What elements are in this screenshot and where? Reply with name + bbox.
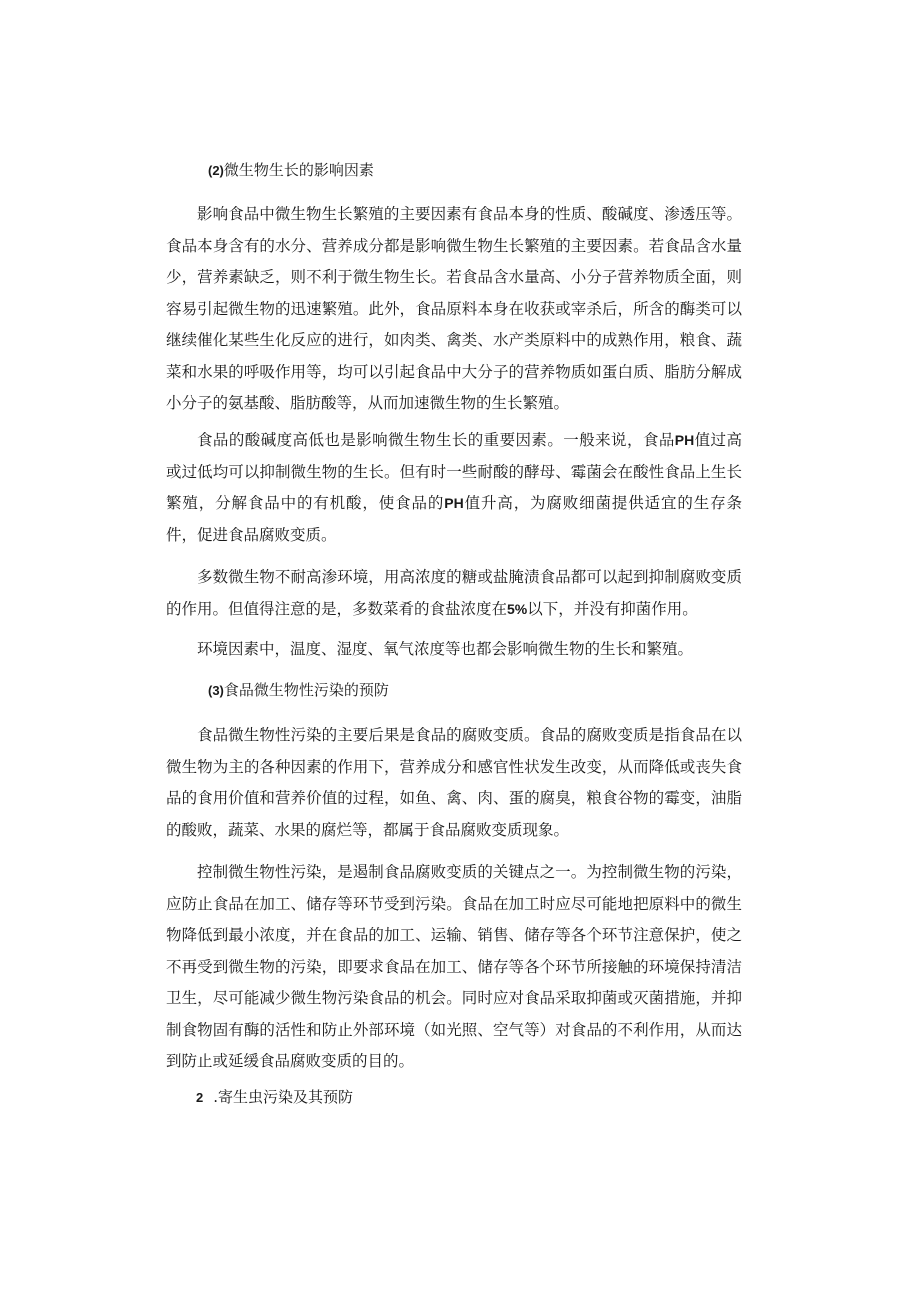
section-heading-2	[208, 160, 374, 181]
paragraph-spoilage	[166, 720, 742, 846]
paragraph-control	[166, 857, 742, 1078]
paragraph-text: 值过高或过低均可以抑制微生物的生长。但有时一些耐酸的酵母、霉菌会在酸性食品上生长繁殖，分解食品中的有机酸，使食品的	[166, 431, 742, 512]
paragraph-text: 多数微生物不耐高渗环境，用高浓度的糖或盐腌渍食品都可以起到抑制腐败变质的作用。但值得注意的是，多数菜肴的食盐浓度在	[166, 568, 742, 618]
paragraph-text: 影响食品中微生物生长繁殖的主要因素有食品本身的性质、酸碱度、渗透压等。食品本身含有的水分、营养成分都是影响微生物生长繁殖的主要因素。若食品含水量少，营养素缺乏，则不利于微生物生长。若食品含水量高、小分子营养物质全面，则容易引起微生物的迅速繁殖。此外，食品原料本身在收获或宰杀后，所含的酶类可以继续催化某些生化反应的进行，如肉类、禽类、水产类原料中的成熟作用，粮食、蔬菜和水果的呼吸作用等，均可以引起食品中大分子的营养物质如蛋白质、脂肪分解成小分子的氨基酸、脂肪酸等，从而加速微生物的生长繁殖。	[166, 205, 742, 412]
paragraph-text: 食品的酸碱度高低也是影响微生物生长的重要因素。一般来说，食品	[197, 431, 675, 449]
ph-term: PH	[444, 495, 464, 511]
section-title: 食品微生物性污染的预防	[223, 681, 389, 699]
item-heading-2	[196, 1087, 353, 1108]
paragraph-text: 以下，并没有抑菌作用。	[527, 599, 698, 618]
paragraph-osmotic	[166, 562, 742, 625]
paragraph-text: 环境因素中，温度、湿度、氧气浓度等也都会影响微生物的生长和繁殖。	[197, 640, 694, 658]
paragraph-text: 值升高，为腐败细菌提供适宜的生存条件，促进食品腐败变质。	[166, 494, 742, 544]
section-title: 微生物生长的影响因素	[223, 161, 374, 179]
item-title: .寄生虫污染及其预防	[213, 1088, 354, 1106]
item-number: 2	[196, 1090, 204, 1105]
section-heading-3	[208, 680, 389, 701]
paragraph-text: 食品微生物性污染的主要后果是食品的腐败变质。食品的腐败变质是指食品在以微生物为主的各种因素的作用下，营养成分和感官性状发生改变，从而降低或丧失食品的食用价值和营养价值的过程，如鱼、禽、肉、蛋的腐臭，粮食谷物的霉变，油脂的酸败，蔬菜、水果的腐烂等，都属于食品腐败变质现象。	[166, 726, 742, 839]
salt-percentage: 5%	[507, 600, 528, 617]
ph-term: PH	[674, 432, 695, 448]
section-number: (2)	[208, 163, 224, 178]
paragraph-acidity	[166, 425, 742, 551]
paragraph-environment	[166, 634, 742, 666]
section-number: (3)	[208, 683, 224, 698]
paragraph-text: 控制微生物性污染，是遏制食品腐败变质的关键点之一。为控制微生物的污染，应防止食品在加工、储存等环节受到污染。食品在加工时应尽可能地把原料中的微生物降低到最小浓度，并在食品的加工、运输、销售、储存等各个环节注意保护，使之不再受到微生物的污染，即要求食品在加工、储存等各个环节所接触的环境保持清洁卫生，尽可能减少微生物污染食品的机会。同时应对食品采取抑菌或灭菌措施，并抑制食物固有酶的活性和防止外部环境（如光照、空气等）对食品的不利作用，从而达到防止或延缓食品腐败变质的目的。	[166, 863, 742, 1070]
paragraph-growth-factors	[166, 199, 742, 420]
